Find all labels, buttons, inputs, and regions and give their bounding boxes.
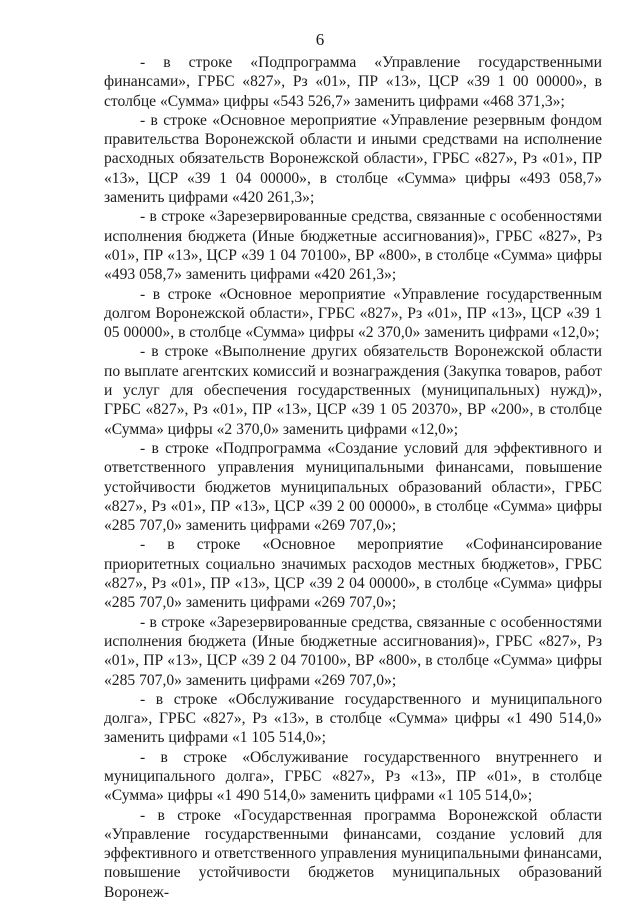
paragraph: - в строке «Государственная программа Воронежской области «Управление государственными финансами, создание условий для эффективного и ответственного управления муниципальными финансами, повышение устойчивости бюджетов муниципальных образований Воронеж- (104, 806, 602, 901)
paragraph: - в строке «Подпрограмма «Создание условий для эффективного и ответственного управления муниципальными финансами, повышение устойчивости бюджетов муниципальных образований области», ГРБС «827», Рз «01», ПР «13», ЦСР «39 2 00 00000», в столбце «Сумма» цифры «285 707,0» заменить цифрами «269 707,0»; (104, 439, 602, 535)
paragraph: - в строке «Основное мероприятие «Управление государственным долгом Воронежской области», ГРБС «827», Рз «01», ПР «13», ЦСР «39 1 05 00000», в столбце «Сумма» цифры «2 370,0» заменить цифрами «12,0»; (104, 285, 602, 342)
paragraph: - в строке «Зарезервированные средства, связанные с особенностями исполнения бюджета (Иные бюджетные ассигнования)», ГРБС «827», Рз «01», ПР «13», ЦСР «39 1 04 70100», ВР «800», в столбце «Сумма» цифры «493 058,7» заменить цифрами «420 261,3»; (104, 208, 602, 284)
paragraph: - в строке «Основное мероприятие «Софинансирование приоритетных социально значимых расходов местных бюджетов», ГРБС «827», Рз «01», ПР «13», ЦСР «39 2 04 00000», в столбце «Сумма» цифры «285 707,0» заменить цифрами «269 707,0»; (104, 536, 602, 612)
document-body (104, 53, 602, 902)
paragraph: - в строке «Обслуживание государственного и муниципального долга», ГРБС «827», Рз «13», в столбце «Сумма» цифры «1 490 514,0» заменить цифрами «1 105 514,0»; (104, 690, 602, 747)
paragraph: - в строке «Подпрограмма «Управление государственными финансами», ГРБС «827», Рз «01», ПР «13», ЦСР «39 1 00 00000», в столбце «Сумма» цифры «543 526,7» заменить цифрами «468 371,3»; (104, 54, 602, 110)
paragraph: - в строке «Основное мероприятие «Управление резервным фондом правительства Воронежской области и иными средствами на исполнение расходных обязательств Воронежской области», ГРБС «827», Рз «01», ПР «13», ЦСР «39 1 04 00000», в столбце «Сумма» цифры «493 058,7» заменить цифрами «420 261,3»; (104, 111, 602, 207)
paragraph: - в строке «Зарезервированные средства, связанные с особенностями исполнения бюджета (Иные бюджетные ассигнования)», ГРБС «827», Рз «01», ПР «13», ЦСР «39 2 04 70100», ВР «800», в столбце «Сумма» цифры «285 707,0» заменить цифрами «269 707,0»; (104, 613, 602, 689)
page-number: 6 (315, 30, 325, 49)
paragraph: - в строке «Выполнение других обязательств Воронежской области по выплате агентских комиссий и вознаграждения (Закупка товаров, работ и услуг для обеспечения государственных (муниципальных) нужд)», ГРБС «827», Рз «01», ПР «13», ЦСР «39 1 05 20370», ВР «200», в столбце «Сумма» цифры «2 370,0» заменить цифрами «12,0»; (104, 343, 602, 438)
paragraph: - в строке «Обслуживание государственного внутреннего и муниципального долга», ГРБС «827», Рз «13», ПР «01», в столбце «Сумма» цифры «1 490 514,0» заменить цифрами «1 105 514,0»; (104, 748, 602, 805)
